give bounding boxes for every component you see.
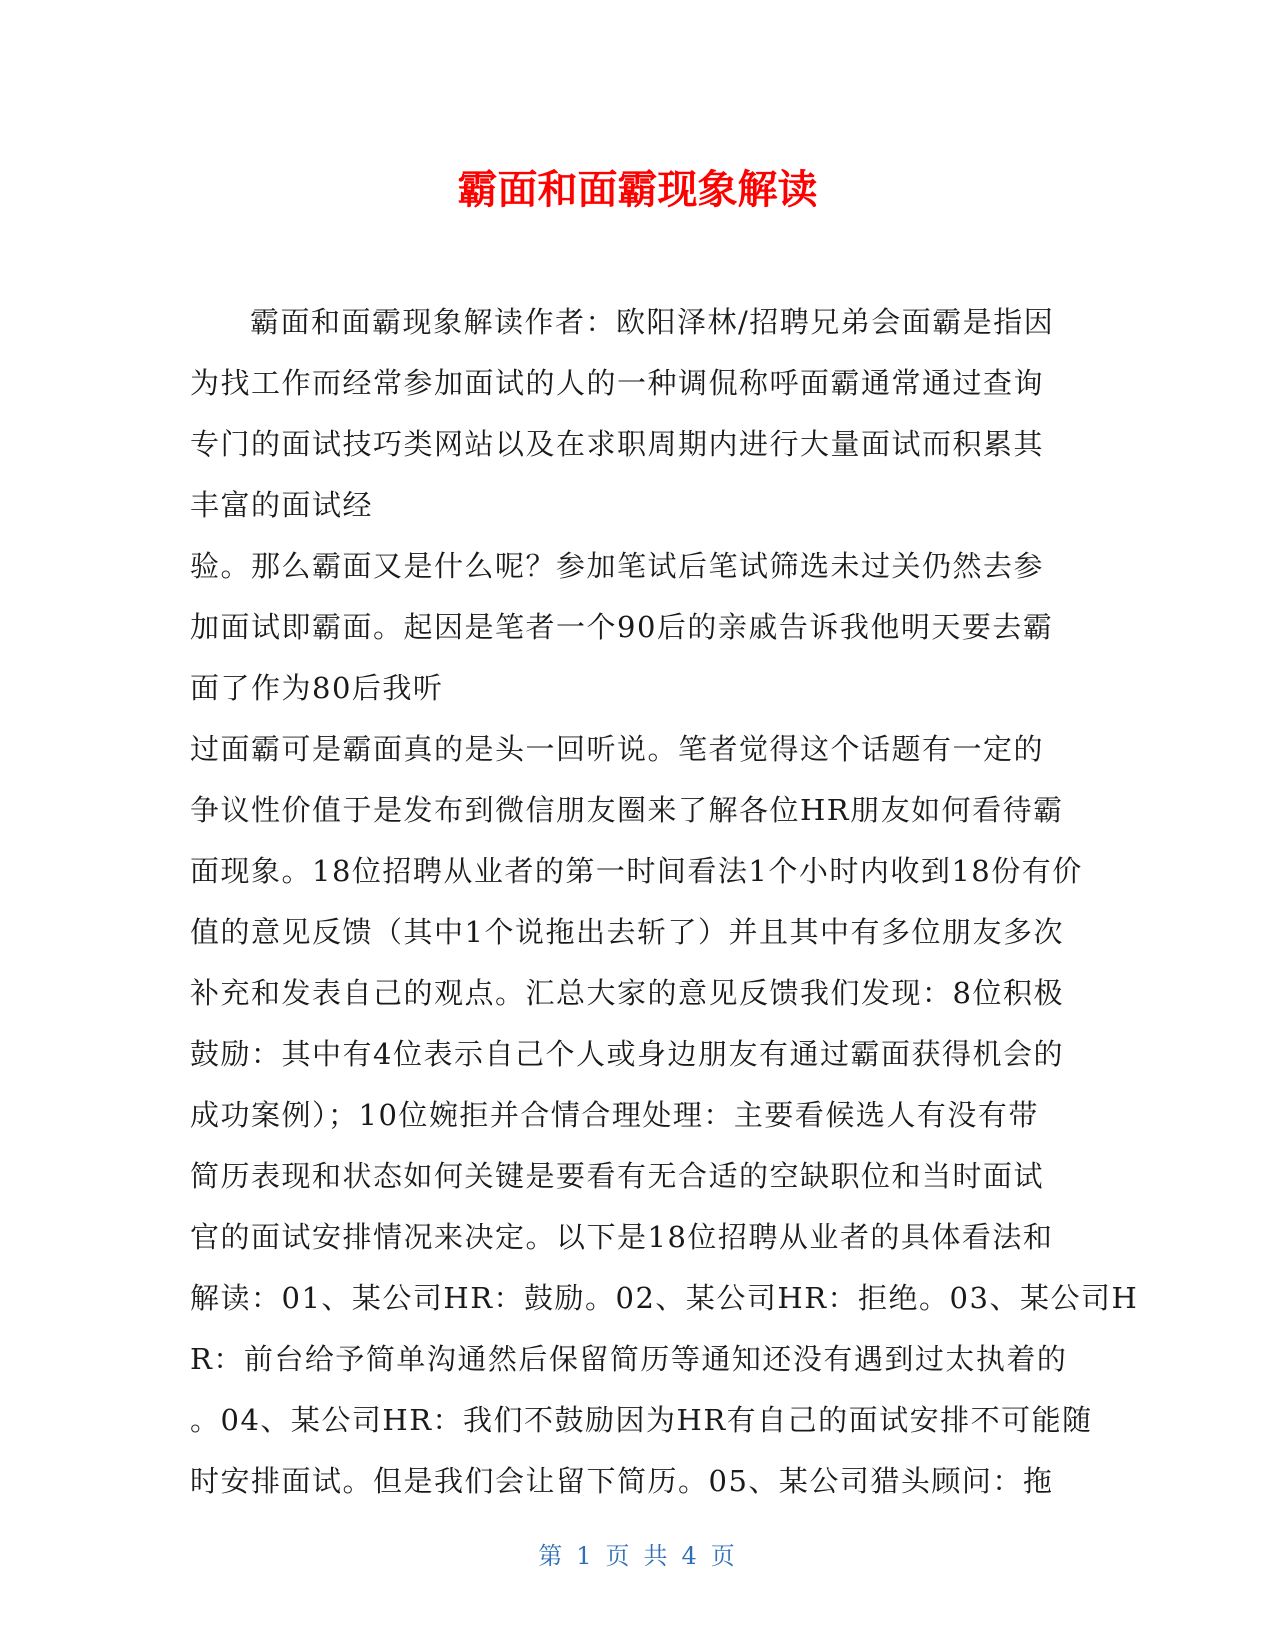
body-line: 时安排面试。但是我们会让留下简历。05、某公司猎头顾问：拖 <box>190 1464 1054 1498</box>
body-line: 鼓励：其中有4位表示自己个人或身边朋友有通过霸面获得机会的 <box>190 1037 1064 1071</box>
body-line: 为找工作而经常参加面试的人的一种调侃称呼面霸通常通过查询 <box>190 366 1045 400</box>
current-page-number: 1 <box>576 1542 594 1570</box>
body-line: 面现象。18位招聘从业者的第一时间看法1个小时内收到18份有价 <box>190 854 1083 888</box>
body-line: 面了作为80后我听 <box>190 671 444 705</box>
body-line: 官的面试安排情况来决定。以下是18位招聘从业者的具体看法和 <box>190 1220 1054 1254</box>
body-line: 。04、某公司HR：我们不鼓励因为HR有自己的面试安排不可能随 <box>190 1403 1093 1437</box>
page-number-footer <box>0 1536 1275 1571</box>
body-line: 简历表现和状态如何关键是要看有无合适的空缺职位和当时面试 <box>190 1159 1045 1193</box>
document-title: 霸面和面霸现象解读 <box>457 167 818 213</box>
body-line: 验。那么霸面又是什么呢？参加笔试后笔试筛选未过关仍然去参 <box>190 549 1045 583</box>
body-line: 丰富的面试经 <box>190 488 374 522</box>
body-line: R：前台给予简单沟通然后保留简历等通知还没有遇到过太执着的 <box>190 1342 1068 1376</box>
total-label-prefix: 共 <box>643 1542 670 1570</box>
body-line: 过面霸可是霸面真的是头一回听说。笔者觉得这个话题有一定的 <box>190 732 1045 766</box>
body-line: 解读：01、某公司HR：鼓励。02、某公司HR：拒绝。03、某公司H <box>190 1281 1139 1315</box>
page-label-unit: 页 <box>605 1542 632 1570</box>
body-line: 值的意见反馈（其中1个说拖出去斩了）并且其中有多位朋友多次 <box>190 915 1064 949</box>
total-page-number: 4 <box>681 1542 699 1570</box>
body-line: 成功案例）；10位婉拒并合情合理处理：主要看候选人有没有带 <box>190 1098 1039 1132</box>
body-line: 霸面和面霸现象解读作者：欧阳泽林/招聘兄弟会面霸是指因 <box>250 305 1055 339</box>
body-line: 专门的面试技巧类网站以及在求职周期内进行大量面试而积累其 <box>190 427 1045 461</box>
body-line: 争议性价值于是发布到微信朋友圈来了解各位HR朋友如何看待霸 <box>190 793 1064 827</box>
body-line: 补充和发表自己的观点。汇总大家的意见反馈我们发现：8位积极 <box>190 976 1064 1010</box>
page-label-prefix: 第 <box>538 1542 565 1570</box>
document-body <box>190 292 1139 1512</box>
body-line: 加面试即霸面。起因是笔者一个90后的亲戚告诉我他明天要去霸 <box>190 610 1054 644</box>
total-label-unit: 页 <box>710 1542 737 1570</box>
